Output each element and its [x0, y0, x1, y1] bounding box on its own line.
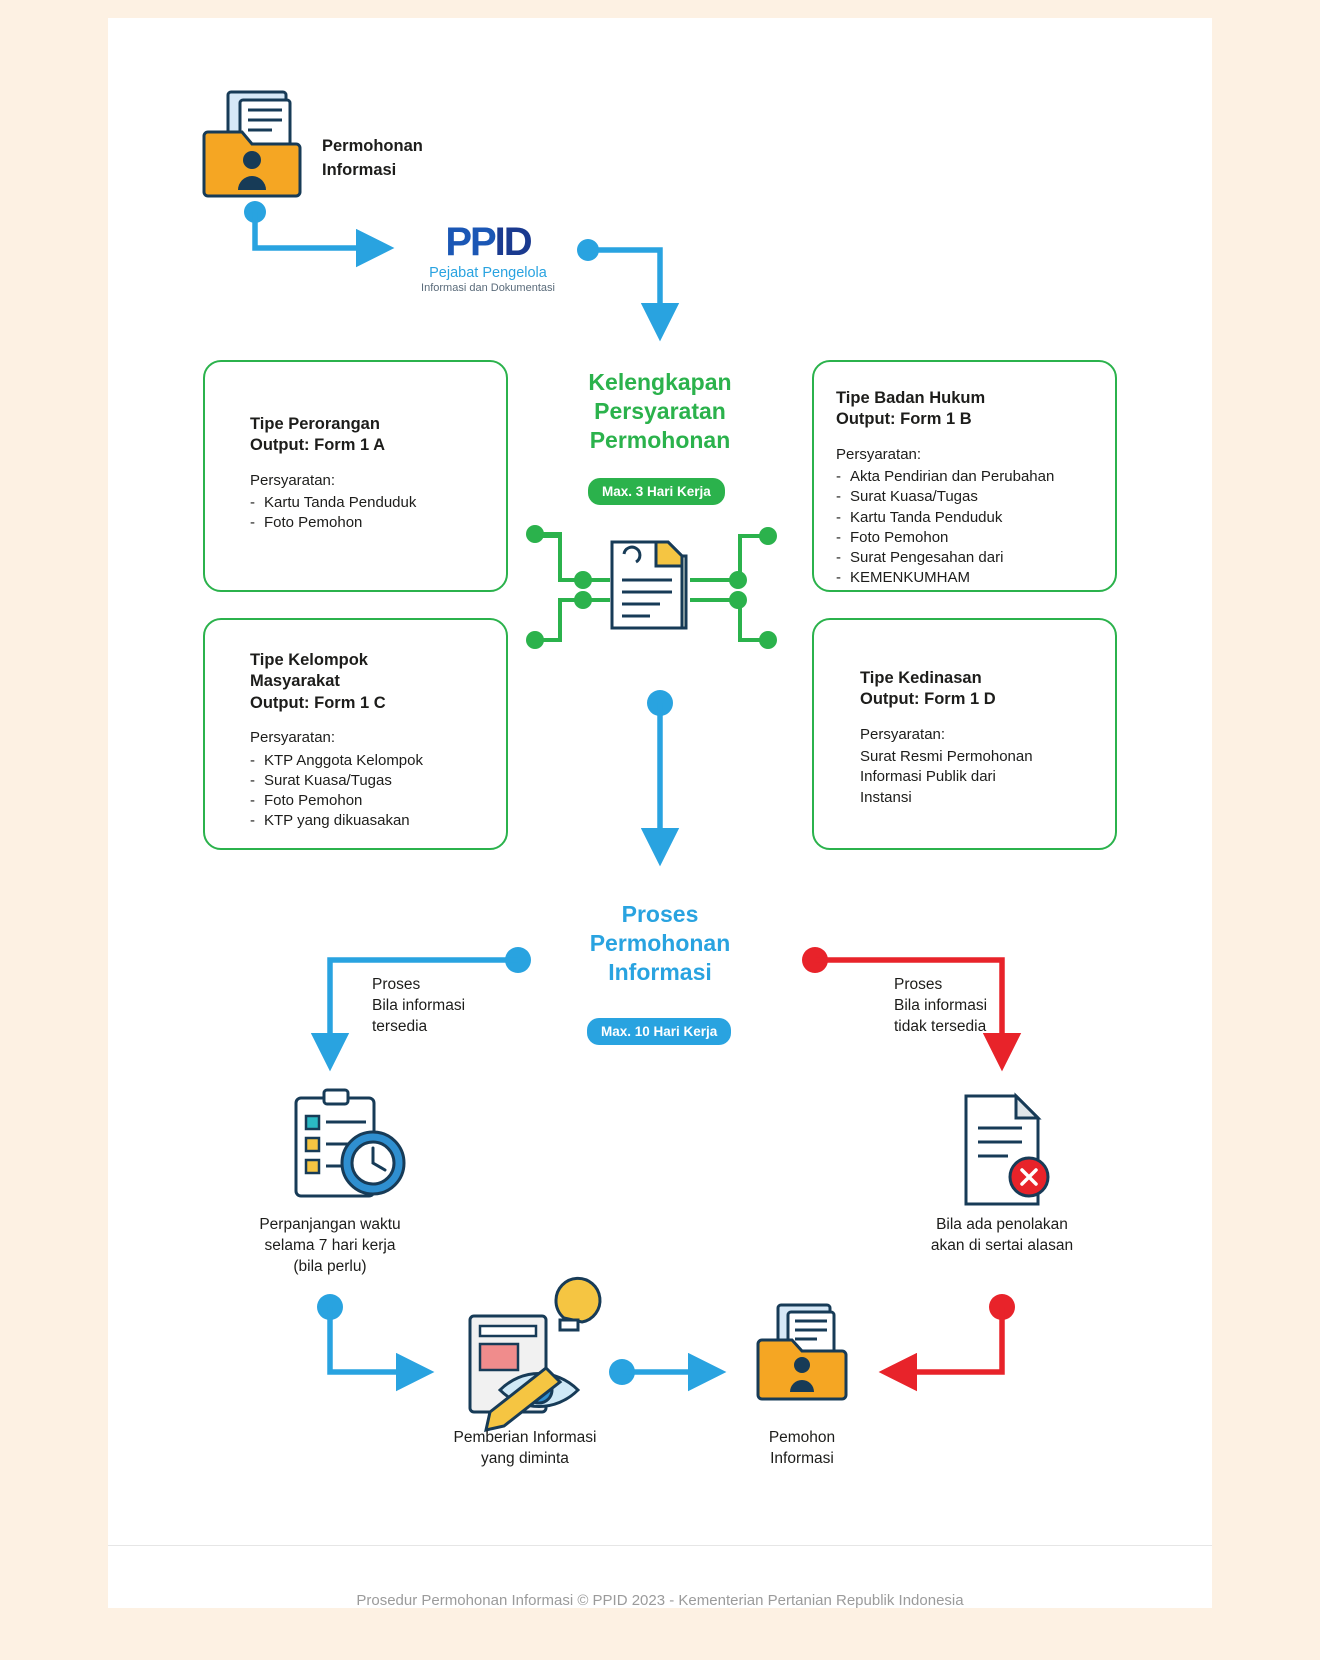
card-d-title-line1: Tipe Kedinasan — [860, 669, 982, 687]
card-b-item-3: Foto Pemohon — [850, 528, 949, 546]
stage2-title-line2: Permohonan — [589, 929, 731, 956]
branch-unavailable-line1: Proses — [894, 976, 943, 993]
card-b-item-5: KEMENKUMHAM — [850, 569, 971, 587]
card-d-text — [860, 747, 1093, 808]
connector-doc-card-left-upper — [537, 536, 583, 580]
list-item — [836, 548, 1103, 568]
card-b-sub: Persyaratan: — [836, 445, 922, 463]
requester-line1: Pemohon — [768, 1429, 836, 1446]
card-c-sub: Persyaratan: — [250, 729, 336, 747]
card-a-item-1: Foto Pemohon — [264, 514, 363, 532]
caption-delivery — [395, 1428, 655, 1470]
card-c-title-line3: Output: Form 1 C — [250, 693, 386, 712]
caption-time-extension — [200, 1215, 460, 1278]
card-a-title-line1: Tipe Perorangan — [250, 415, 380, 433]
dash-marker: - — [836, 528, 841, 546]
dash-marker: - — [836, 569, 841, 587]
start-label-line2: Informasi — [322, 160, 397, 179]
footer-divider — [108, 1545, 1212, 1546]
card-a-sub: Persyaratan: — [250, 471, 336, 489]
start-label-line1: Permohonan — [322, 137, 423, 155]
card-c-title-line1: Tipe Kelompok — [250, 651, 368, 669]
card-b-item-4: Surat Pengesahan dari — [850, 549, 1004, 567]
connector-doc-card-left-lower — [526, 591, 610, 649]
stage2-title-line1: Proses — [621, 901, 699, 927]
requester-folder-icon — [758, 1305, 846, 1399]
footer-text: Prosedur Permohonan Informasi © PPID 2023 - Kementerian Pertanian Republik Indonesia — [356, 1592, 964, 1609]
card-b-item-0: Akta Pendirian dan Perubahan — [850, 468, 1055, 486]
branch-available-line2: Bila informasi — [372, 996, 466, 1014]
stage2-badge: Max. 10 Hari Kerja — [587, 1018, 731, 1045]
list-item — [250, 513, 478, 533]
caption-rejection — [872, 1215, 1132, 1257]
extension-line3: (bila perlu) — [293, 1257, 367, 1275]
stage1-title-line2: Persyaratan — [594, 397, 726, 424]
dash-marker: - — [250, 812, 255, 830]
card-b-title — [836, 388, 1103, 431]
card-d-plain-0: Surat Resmi Permohonan — [860, 748, 1033, 766]
card-tipe-kelompok-masyarakat — [203, 618, 508, 850]
list-item — [836, 467, 1103, 487]
dash-marker: - — [250, 792, 255, 810]
list-item — [836, 508, 1103, 528]
card-c-item-1: Surat Kuasa/Tugas — [264, 771, 392, 789]
stage2-title-line3: Informasi — [608, 958, 712, 985]
extension-line2: selama 7 hari kerja — [264, 1236, 396, 1254]
stage1-title — [530, 368, 790, 454]
card-b-item-1: Surat Kuasa/Tugas — [850, 488, 978, 506]
branch-unavailable-line3: tidak tersedia — [894, 1017, 987, 1035]
delivery-line2: yang diminta — [481, 1449, 569, 1467]
ppid-logo-sub2: Informasi dan Dokumentasi — [421, 282, 555, 294]
card-c-item-3: KTP yang dikuasakan — [264, 812, 410, 830]
list-item — [250, 771, 484, 791]
dash-marker: - — [836, 508, 841, 526]
dash-marker: - — [250, 514, 255, 532]
card-d-sub: Persyaratan: — [860, 725, 946, 743]
request-folder-icon — [204, 92, 300, 196]
ppid-logo-pp: PP — [445, 220, 495, 264]
extension-line1: Perpanjangan waktu — [259, 1216, 401, 1233]
ppid-logo-main — [418, 222, 558, 262]
card-d-plain-1: Informasi Publik dari — [860, 768, 996, 786]
stage2-title — [530, 900, 790, 986]
arrow-to-proses — [647, 690, 673, 840]
branch-label-unavailable — [894, 975, 987, 1038]
card-b-item-2: Kartu Tanda Penduduk — [850, 508, 1003, 526]
arrow-delivery-to-requester — [609, 1359, 700, 1385]
dash-marker: - — [836, 488, 841, 506]
card-c-item-2: Foto Pemohon — [264, 792, 363, 810]
arrow-start-to-ppid — [244, 201, 368, 248]
card-a-title — [250, 414, 478, 457]
list-item — [250, 791, 484, 811]
card-c-title — [250, 650, 484, 714]
card-c-title-line2: Masyarakat — [250, 672, 340, 691]
card-tipe-perorangan — [203, 360, 508, 592]
rejection-document-icon — [966, 1096, 1048, 1204]
branch-unavailable-line2: Bila informasi — [894, 996, 988, 1014]
dash-marker: - — [250, 751, 255, 769]
list-item — [250, 811, 484, 831]
rejection-line2: akan di sertai alasan — [930, 1236, 1074, 1254]
delivery-line1: Pemberian Informasi — [453, 1429, 597, 1446]
start-label — [322, 135, 522, 183]
connector-doc-card-right-lower — [690, 591, 777, 649]
card-d-title-line2: Output: Form 1 D — [860, 690, 996, 709]
time-extension-icon — [296, 1090, 404, 1196]
rejection-line1: Bila ada penolakan — [936, 1216, 1068, 1233]
requester-line2: Informasi — [770, 1449, 834, 1467]
stage1-title-line1: Kelengkapan — [588, 369, 732, 395]
list-item — [836, 487, 1103, 507]
stage1-title-line3: Permohonan — [589, 426, 731, 453]
arrow-rejection-to-requester — [905, 1294, 1015, 1372]
stage1-badge: Max. 3 Hari Kerja — [588, 478, 725, 505]
list-item — [250, 493, 478, 513]
card-b-title-line1: Tipe Badan Hukum — [836, 389, 986, 407]
branch-available-line3: tersedia — [372, 1017, 428, 1035]
ppid-logo-sub1: Pejabat Pengelola — [429, 265, 547, 281]
card-c-list — [250, 751, 484, 832]
card-tipe-kedinasan — [812, 618, 1117, 850]
caption-requester — [672, 1428, 932, 1470]
arrow-ppid-to-kelengkapan — [577, 239, 660, 315]
information-delivery-icon — [470, 1278, 600, 1430]
dash-marker: - — [836, 549, 841, 567]
ppid-logo-id: ID — [494, 220, 531, 264]
list-item — [250, 751, 484, 771]
card-a-list — [250, 493, 478, 534]
dash-marker: - — [250, 494, 255, 512]
requirements-document-icon — [612, 542, 686, 628]
connector-doc-card-right-upper — [690, 527, 777, 589]
card-b-title-line2: Output: Form 1 B — [836, 410, 972, 429]
card-d-plain-2: Instansi — [860, 788, 912, 806]
card-b-list — [836, 467, 1103, 589]
branch-label-available — [372, 975, 465, 1038]
card-c-item-0: KTP Anggota Kelompok — [264, 751, 423, 769]
list-item — [836, 568, 1103, 588]
dash-marker: - — [836, 468, 841, 486]
list-item — [836, 528, 1103, 548]
ppid-logo — [418, 222, 558, 294]
card-a-item-0: Kartu Tanda Penduduk — [264, 494, 417, 512]
card-tipe-badan-hukum — [812, 360, 1117, 592]
arrow-extension-to-delivery — [317, 1294, 408, 1372]
card-a-title-line2: Output: Form 1 A — [250, 436, 386, 455]
branch-available-line1: Proses — [372, 976, 421, 993]
card-d-title — [860, 668, 1093, 711]
dash-marker: - — [250, 771, 255, 789]
